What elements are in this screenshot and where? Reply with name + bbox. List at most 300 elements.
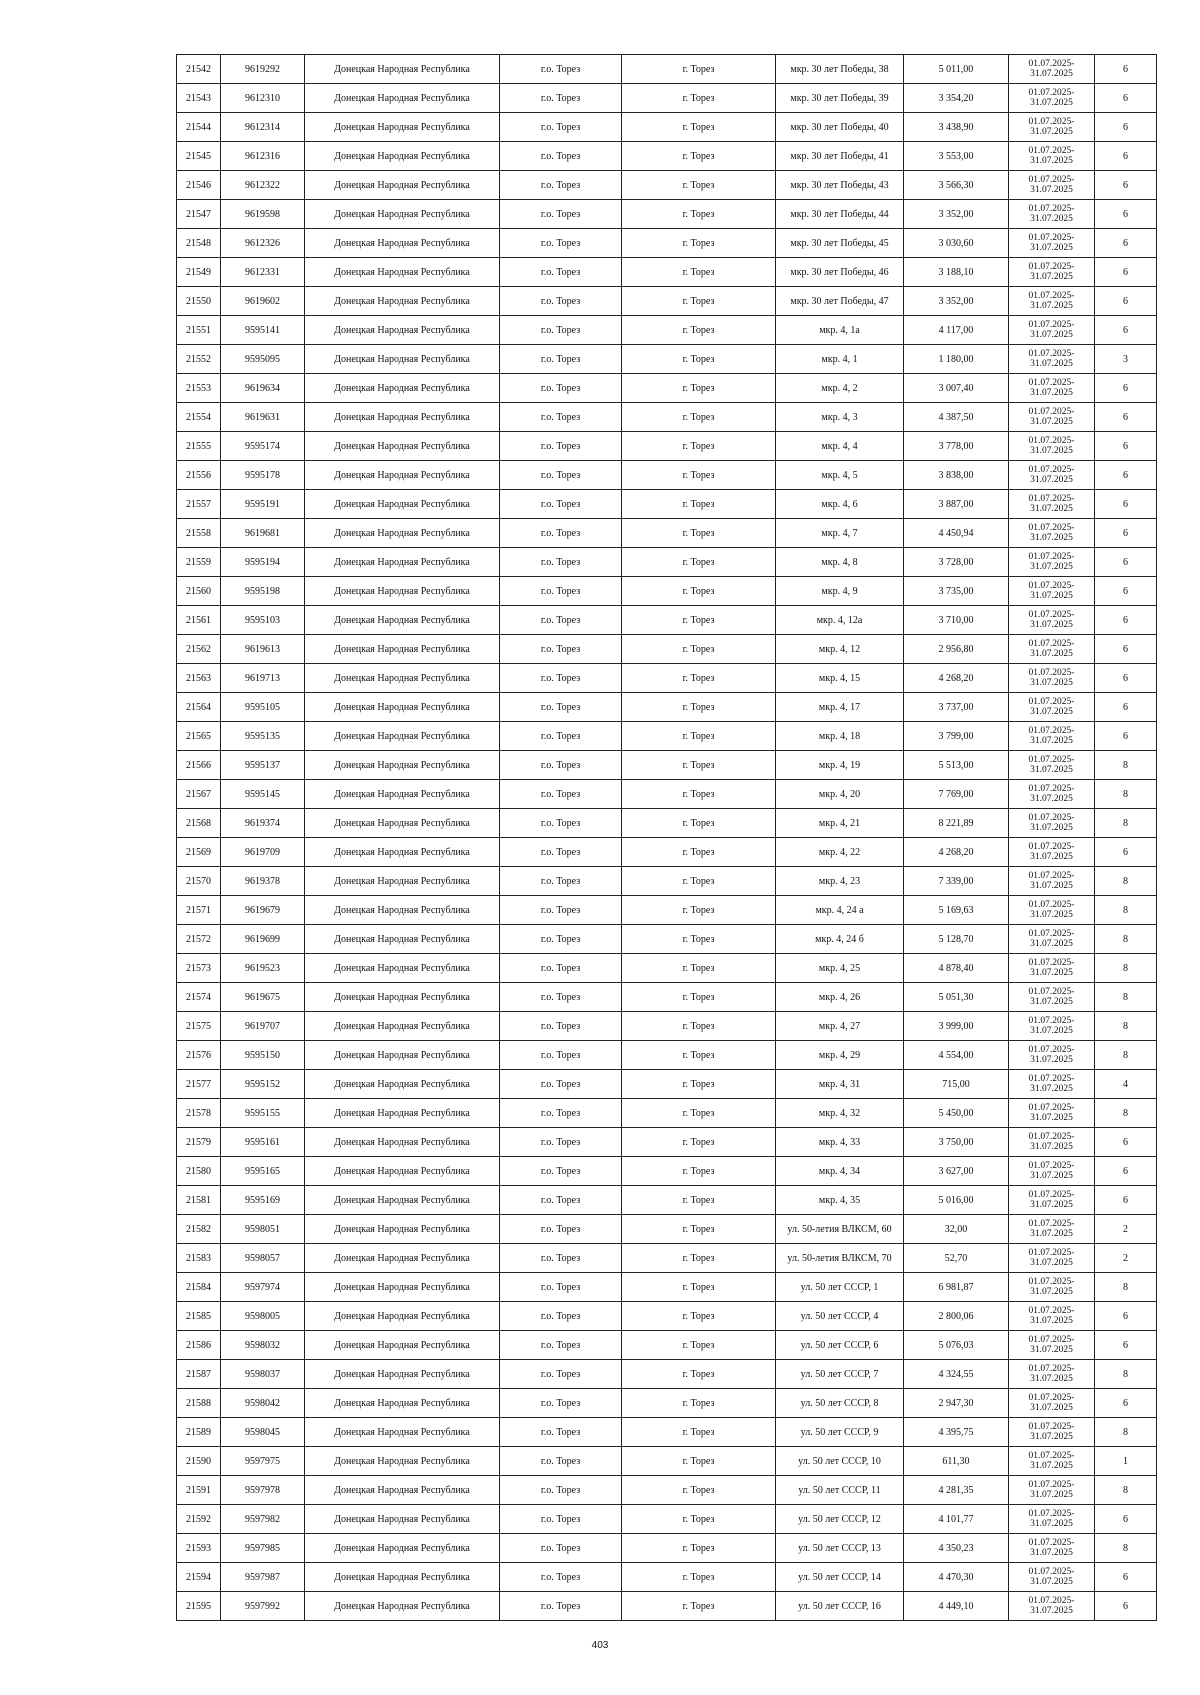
address-cell: мкр. 4, 35 (776, 1186, 904, 1215)
table-row (177, 432, 1157, 461)
district-cell: г.о. Торез (500, 84, 622, 113)
table-row (177, 461, 1157, 490)
region-cell: Донецкая Народная Республика (305, 1476, 500, 1505)
area-cell: 4 450,94 (904, 519, 1009, 548)
object-id-cell: 9595194 (221, 548, 305, 577)
period-cell: 01.07.2025-31.07.2025 (1009, 200, 1095, 229)
object-id-cell: 9595141 (221, 316, 305, 345)
area-cell: 4 324,55 (904, 1360, 1009, 1389)
row-number-cell: 21566 (177, 751, 221, 780)
object-id-cell: 9619631 (221, 403, 305, 432)
page-number: 403 (591, 1640, 609, 1651)
count-cell: 8 (1095, 1476, 1157, 1505)
table-row (177, 1389, 1157, 1418)
period-cell: 01.07.2025-31.07.2025 (1009, 1302, 1095, 1331)
count-cell: 8 (1095, 780, 1157, 809)
district-cell: г.о. Торез (500, 1360, 622, 1389)
period-cell: 01.07.2025-31.07.2025 (1009, 664, 1095, 693)
count-cell: 6 (1095, 1186, 1157, 1215)
period-cell: 01.07.2025-31.07.2025 (1009, 780, 1095, 809)
district-cell: г.о. Торез (500, 896, 622, 925)
table-row (177, 1012, 1157, 1041)
city-cell: г. Торез (622, 1331, 776, 1360)
period-cell: 01.07.2025-31.07.2025 (1009, 722, 1095, 751)
table-row (177, 867, 1157, 896)
object-id-cell: 9619523 (221, 954, 305, 983)
address-cell: мкр. 30 лет Победы, 38 (776, 55, 904, 84)
object-id-cell: 9619713 (221, 664, 305, 693)
area-cell: 3 354,20 (904, 84, 1009, 113)
period-cell: 01.07.2025-31.07.2025 (1009, 896, 1095, 925)
table-row (177, 1041, 1157, 1070)
district-cell: г.о. Торез (500, 113, 622, 142)
row-number-cell: 21555 (177, 432, 221, 461)
district-cell: г.о. Торез (500, 229, 622, 258)
object-id-cell: 9612322 (221, 171, 305, 200)
table-row (177, 55, 1157, 84)
region-cell: Донецкая Народная Республика (305, 316, 500, 345)
registry-table (176, 54, 1157, 1621)
address-cell: ул. 50-летия ВЛКСМ, 70 (776, 1244, 904, 1273)
object-id-cell: 9597982 (221, 1505, 305, 1534)
count-cell: 6 (1095, 461, 1157, 490)
table-row (177, 751, 1157, 780)
row-number-cell: 21563 (177, 664, 221, 693)
period-cell: 01.07.2025-31.07.2025 (1009, 1360, 1095, 1389)
object-id-cell: 9619292 (221, 55, 305, 84)
region-cell: Донецкая Народная Республика (305, 345, 500, 374)
city-cell: г. Торез (622, 229, 776, 258)
district-cell: г.о. Торез (500, 1128, 622, 1157)
address-cell: ул. 50 лет СССР, 6 (776, 1331, 904, 1360)
table-row (177, 693, 1157, 722)
city-cell: г. Торез (622, 780, 776, 809)
count-cell: 8 (1095, 867, 1157, 896)
area-cell: 4 101,77 (904, 1505, 1009, 1534)
address-cell: мкр. 4, 2 (776, 374, 904, 403)
object-id-cell: 9598045 (221, 1418, 305, 1447)
object-id-cell: 9597992 (221, 1592, 305, 1621)
city-cell: г. Торез (622, 374, 776, 403)
object-id-cell: 9595152 (221, 1070, 305, 1099)
address-cell: ул. 50-летия ВЛКСМ, 60 (776, 1215, 904, 1244)
period-cell: 01.07.2025-31.07.2025 (1009, 432, 1095, 461)
district-cell: г.о. Торез (500, 1099, 622, 1128)
region-cell: Донецкая Народная Республика (305, 1360, 500, 1389)
address-cell: мкр. 30 лет Победы, 39 (776, 84, 904, 113)
district-cell: г.о. Торез (500, 258, 622, 287)
region-cell: Донецкая Народная Республика (305, 84, 500, 113)
address-cell: мкр. 4, 20 (776, 780, 904, 809)
city-cell: г. Торез (622, 1505, 776, 1534)
area-cell: 1 180,00 (904, 345, 1009, 374)
region-cell: Донецкая Народная Республика (305, 490, 500, 519)
district-cell: г.о. Торез (500, 1012, 622, 1041)
address-cell: мкр. 30 лет Победы, 40 (776, 113, 904, 142)
object-id-cell: 9619699 (221, 925, 305, 954)
address-cell: мкр. 4, 31 (776, 1070, 904, 1099)
count-cell: 6 (1095, 1302, 1157, 1331)
area-cell: 4 268,20 (904, 664, 1009, 693)
address-cell: мкр. 4, 18 (776, 722, 904, 751)
area-cell: 5 016,00 (904, 1186, 1009, 1215)
table-row (177, 635, 1157, 664)
row-number-cell: 21571 (177, 896, 221, 925)
address-cell: мкр. 4, 6 (776, 490, 904, 519)
table-row (177, 664, 1157, 693)
region-cell: Донецкая Народная Республика (305, 1186, 500, 1215)
region-cell: Донецкая Народная Республика (305, 1447, 500, 1476)
area-cell: 6 981,87 (904, 1273, 1009, 1302)
period-cell: 01.07.2025-31.07.2025 (1009, 548, 1095, 577)
region-cell: Донецкая Народная Республика (305, 896, 500, 925)
region-cell: Донецкая Народная Республика (305, 867, 500, 896)
table-row (177, 1273, 1157, 1302)
period-cell: 01.07.2025-31.07.2025 (1009, 403, 1095, 432)
area-cell: 3 566,30 (904, 171, 1009, 200)
row-number-cell: 21542 (177, 55, 221, 84)
period-cell: 01.07.2025-31.07.2025 (1009, 577, 1095, 606)
row-number-cell: 21568 (177, 809, 221, 838)
district-cell: г.о. Торез (500, 983, 622, 1012)
address-cell: мкр. 4, 4 (776, 432, 904, 461)
table-row (177, 490, 1157, 519)
area-cell: 4 395,75 (904, 1418, 1009, 1447)
region-cell: Донецкая Народная Республика (305, 1389, 500, 1418)
city-cell: г. Торез (622, 1418, 776, 1447)
area-cell: 4 878,40 (904, 954, 1009, 983)
object-id-cell: 9619675 (221, 983, 305, 1012)
period-cell: 01.07.2025-31.07.2025 (1009, 1244, 1095, 1273)
region-cell: Донецкая Народная Республика (305, 258, 500, 287)
city-cell: г. Торез (622, 200, 776, 229)
city-cell: г. Торез (622, 1534, 776, 1563)
period-cell: 01.07.2025-31.07.2025 (1009, 374, 1095, 403)
count-cell: 6 (1095, 1505, 1157, 1534)
object-id-cell: 9595198 (221, 577, 305, 606)
address-cell: мкр. 4, 26 (776, 983, 904, 1012)
area-cell: 32,00 (904, 1215, 1009, 1244)
region-cell: Донецкая Народная Республика (305, 1157, 500, 1186)
count-cell: 8 (1095, 1099, 1157, 1128)
area-cell: 3 887,00 (904, 490, 1009, 519)
region-cell: Донецкая Народная Республика (305, 142, 500, 171)
area-cell: 8 221,89 (904, 809, 1009, 838)
row-number-cell: 21556 (177, 461, 221, 490)
area-cell: 3 728,00 (904, 548, 1009, 577)
region-cell: Донецкая Народная Республика (305, 171, 500, 200)
city-cell: г. Торез (622, 635, 776, 664)
table-row (177, 838, 1157, 867)
period-cell: 01.07.2025-31.07.2025 (1009, 1186, 1095, 1215)
region-cell: Донецкая Народная Республика (305, 780, 500, 809)
region-cell: Донецкая Народная Республика (305, 1273, 500, 1302)
area-cell: 7 769,00 (904, 780, 1009, 809)
area-cell: 5 051,30 (904, 983, 1009, 1012)
city-cell: г. Торез (622, 925, 776, 954)
address-cell: ул. 50 лет СССР, 7 (776, 1360, 904, 1389)
object-id-cell: 9595103 (221, 606, 305, 635)
count-cell: 6 (1095, 316, 1157, 345)
area-cell: 3 438,90 (904, 113, 1009, 142)
address-cell: мкр. 4, 7 (776, 519, 904, 548)
city-cell: г. Торез (622, 548, 776, 577)
row-number-cell: 21592 (177, 1505, 221, 1534)
city-cell: г. Торез (622, 55, 776, 84)
count-cell: 8 (1095, 1273, 1157, 1302)
region-cell: Донецкая Народная Республика (305, 1505, 500, 1534)
city-cell: г. Торез (622, 84, 776, 113)
period-cell: 01.07.2025-31.07.2025 (1009, 1128, 1095, 1157)
address-cell: мкр. 4, 22 (776, 838, 904, 867)
count-cell: 8 (1095, 1012, 1157, 1041)
table-row (177, 1186, 1157, 1215)
object-id-cell: 9595137 (221, 751, 305, 780)
period-cell: 01.07.2025-31.07.2025 (1009, 809, 1095, 838)
area-cell: 4 387,50 (904, 403, 1009, 432)
city-cell: г. Торез (622, 1302, 776, 1331)
city-cell: г. Торез (622, 809, 776, 838)
object-id-cell: 9619634 (221, 374, 305, 403)
city-cell: г. Торез (622, 577, 776, 606)
district-cell: г.о. Торез (500, 838, 622, 867)
period-cell: 01.07.2025-31.07.2025 (1009, 113, 1095, 142)
row-number-cell: 21582 (177, 1215, 221, 1244)
count-cell: 6 (1095, 84, 1157, 113)
object-id-cell: 9595155 (221, 1099, 305, 1128)
table-row (177, 1592, 1157, 1621)
city-cell: г. Торез (622, 142, 776, 171)
row-number-cell: 21589 (177, 1418, 221, 1447)
table-row (177, 316, 1157, 345)
row-number-cell: 21590 (177, 1447, 221, 1476)
address-cell: мкр. 4, 1а (776, 316, 904, 345)
row-number-cell: 21543 (177, 84, 221, 113)
count-cell: 8 (1095, 896, 1157, 925)
area-cell: 5 076,03 (904, 1331, 1009, 1360)
city-cell: г. Торез (622, 287, 776, 316)
area-cell: 4 470,30 (904, 1563, 1009, 1592)
table-row (177, 1476, 1157, 1505)
area-cell: 611,30 (904, 1447, 1009, 1476)
area-cell: 5 011,00 (904, 55, 1009, 84)
object-id-cell: 9619707 (221, 1012, 305, 1041)
count-cell: 8 (1095, 954, 1157, 983)
object-id-cell: 9595135 (221, 722, 305, 751)
district-cell: г.о. Торез (500, 432, 622, 461)
area-cell: 2 947,30 (904, 1389, 1009, 1418)
period-cell: 01.07.2025-31.07.2025 (1009, 1012, 1095, 1041)
table-row (177, 1418, 1157, 1447)
count-cell: 2 (1095, 1215, 1157, 1244)
city-cell: г. Торез (622, 896, 776, 925)
area-cell: 3 007,40 (904, 374, 1009, 403)
table-row (177, 1534, 1157, 1563)
region-cell: Донецкая Народная Республика (305, 693, 500, 722)
city-cell: г. Торез (622, 1099, 776, 1128)
period-cell: 01.07.2025-31.07.2025 (1009, 983, 1095, 1012)
district-cell: г.о. Торез (500, 171, 622, 200)
area-cell: 7 339,00 (904, 867, 1009, 896)
city-cell: г. Торез (622, 838, 776, 867)
district-cell: г.о. Торез (500, 1273, 622, 1302)
count-cell: 2 (1095, 1244, 1157, 1273)
count-cell: 6 (1095, 374, 1157, 403)
row-number-cell: 21552 (177, 345, 221, 374)
object-id-cell: 9595150 (221, 1041, 305, 1070)
row-number-cell: 21587 (177, 1360, 221, 1389)
district-cell: г.о. Торез (500, 635, 622, 664)
area-cell: 3 838,00 (904, 461, 1009, 490)
table-row (177, 142, 1157, 171)
address-cell: мкр. 30 лет Победы, 45 (776, 229, 904, 258)
region-cell: Донецкая Народная Республика (305, 1041, 500, 1070)
period-cell: 01.07.2025-31.07.2025 (1009, 693, 1095, 722)
district-cell: г.о. Торез (500, 519, 622, 548)
region-cell: Донецкая Народная Республика (305, 548, 500, 577)
period-cell: 01.07.2025-31.07.2025 (1009, 55, 1095, 84)
area-cell: 3 999,00 (904, 1012, 1009, 1041)
city-cell: г. Торез (622, 1070, 776, 1099)
table-row (177, 1360, 1157, 1389)
region-cell: Донецкая Народная Республика (305, 519, 500, 548)
count-cell: 6 (1095, 432, 1157, 461)
period-cell: 01.07.2025-31.07.2025 (1009, 751, 1095, 780)
table-body (177, 55, 1157, 1621)
object-id-cell: 9598042 (221, 1389, 305, 1418)
row-number-cell: 21579 (177, 1128, 221, 1157)
period-cell: 01.07.2025-31.07.2025 (1009, 490, 1095, 519)
district-cell: г.о. Торез (500, 954, 622, 983)
district-cell: г.о. Торез (500, 751, 622, 780)
row-number-cell: 21570 (177, 867, 221, 896)
object-id-cell: 9619602 (221, 287, 305, 316)
row-number-cell: 21547 (177, 200, 221, 229)
region-cell: Донецкая Народная Республика (305, 838, 500, 867)
city-cell: г. Торез (622, 954, 776, 983)
address-cell: мкр. 30 лет Победы, 41 (776, 142, 904, 171)
district-cell: г.о. Торез (500, 577, 622, 606)
count-cell: 6 (1095, 664, 1157, 693)
table-row (177, 896, 1157, 925)
table-row (177, 113, 1157, 142)
region-cell: Донецкая Народная Республика (305, 113, 500, 142)
period-cell: 01.07.2025-31.07.2025 (1009, 345, 1095, 374)
region-cell: Донецкая Народная Республика (305, 432, 500, 461)
period-cell: 01.07.2025-31.07.2025 (1009, 287, 1095, 316)
address-cell: мкр. 4, 12 (776, 635, 904, 664)
period-cell: 01.07.2025-31.07.2025 (1009, 1099, 1095, 1128)
city-cell: г. Торез (622, 490, 776, 519)
row-number-cell: 21584 (177, 1273, 221, 1302)
table-row (177, 1505, 1157, 1534)
region-cell: Донецкая Народная Республика (305, 1418, 500, 1447)
table-row (177, 606, 1157, 635)
area-cell: 3 627,00 (904, 1157, 1009, 1186)
table-row (177, 84, 1157, 113)
object-id-cell: 9612314 (221, 113, 305, 142)
address-cell: ул. 50 лет СССР, 9 (776, 1418, 904, 1447)
row-number-cell: 21575 (177, 1012, 221, 1041)
period-cell: 01.07.2025-31.07.2025 (1009, 1505, 1095, 1534)
row-number-cell: 21569 (177, 838, 221, 867)
area-cell: 4 554,00 (904, 1041, 1009, 1070)
address-cell: мкр. 4, 5 (776, 461, 904, 490)
count-cell: 6 (1095, 519, 1157, 548)
district-cell: г.о. Торез (500, 1418, 622, 1447)
city-cell: г. Торез (622, 1447, 776, 1476)
region-cell: Донецкая Народная Республика (305, 1302, 500, 1331)
district-cell: г.о. Торез (500, 1563, 622, 1592)
period-cell: 01.07.2025-31.07.2025 (1009, 461, 1095, 490)
area-cell: 3 710,00 (904, 606, 1009, 635)
district-cell: г.о. Торез (500, 1302, 622, 1331)
count-cell: 6 (1095, 200, 1157, 229)
address-cell: ул. 50 лет СССР, 1 (776, 1273, 904, 1302)
area-cell: 3 352,00 (904, 200, 1009, 229)
object-id-cell: 9597987 (221, 1563, 305, 1592)
period-cell: 01.07.2025-31.07.2025 (1009, 1563, 1095, 1592)
table-row (177, 1331, 1157, 1360)
district-cell: г.о. Торез (500, 1447, 622, 1476)
region-cell: Донецкая Народная Республика (305, 577, 500, 606)
address-cell: мкр. 4, 29 (776, 1041, 904, 1070)
address-cell: мкр. 30 лет Победы, 46 (776, 258, 904, 287)
count-cell: 6 (1095, 142, 1157, 171)
count-cell: 6 (1095, 606, 1157, 635)
object-id-cell: 9612326 (221, 229, 305, 258)
period-cell: 01.07.2025-31.07.2025 (1009, 1447, 1095, 1476)
table-row (177, 171, 1157, 200)
region-cell: Донецкая Народная Республика (305, 1070, 500, 1099)
address-cell: мкр. 4, 34 (776, 1157, 904, 1186)
address-cell: мкр. 4, 9 (776, 577, 904, 606)
period-cell: 01.07.2025-31.07.2025 (1009, 1041, 1095, 1070)
area-cell: 4 350,23 (904, 1534, 1009, 1563)
period-cell: 01.07.2025-31.07.2025 (1009, 1215, 1095, 1244)
district-cell: г.о. Торез (500, 1244, 622, 1273)
row-number-cell: 21549 (177, 258, 221, 287)
period-cell: 01.07.2025-31.07.2025 (1009, 635, 1095, 664)
count-cell: 6 (1095, 1563, 1157, 1592)
object-id-cell: 9598037 (221, 1360, 305, 1389)
object-id-cell: 9595178 (221, 461, 305, 490)
region-cell: Донецкая Народная Республика (305, 1128, 500, 1157)
region-cell: Донецкая Народная Республика (305, 1215, 500, 1244)
row-number-cell: 21544 (177, 113, 221, 142)
city-cell: г. Торез (622, 1592, 776, 1621)
row-number-cell: 21562 (177, 635, 221, 664)
address-cell: ул. 50 лет СССР, 4 (776, 1302, 904, 1331)
city-cell: г. Торез (622, 345, 776, 374)
address-cell: мкр. 4, 1 (776, 345, 904, 374)
count-cell: 6 (1095, 490, 1157, 519)
period-cell: 01.07.2025-31.07.2025 (1009, 925, 1095, 954)
object-id-cell: 9595105 (221, 693, 305, 722)
address-cell: мкр. 4, 15 (776, 664, 904, 693)
district-cell: г.о. Торез (500, 1476, 622, 1505)
region-cell: Донецкая Народная Республика (305, 722, 500, 751)
count-cell: 6 (1095, 693, 1157, 722)
city-cell: г. Торез (622, 171, 776, 200)
object-id-cell: 9595191 (221, 490, 305, 519)
address-cell: мкр. 4, 27 (776, 1012, 904, 1041)
count-cell: 6 (1095, 1128, 1157, 1157)
district-cell: г.о. Торез (500, 1186, 622, 1215)
district-cell: г.о. Торез (500, 403, 622, 432)
city-cell: г. Торез (622, 606, 776, 635)
table-row (177, 200, 1157, 229)
